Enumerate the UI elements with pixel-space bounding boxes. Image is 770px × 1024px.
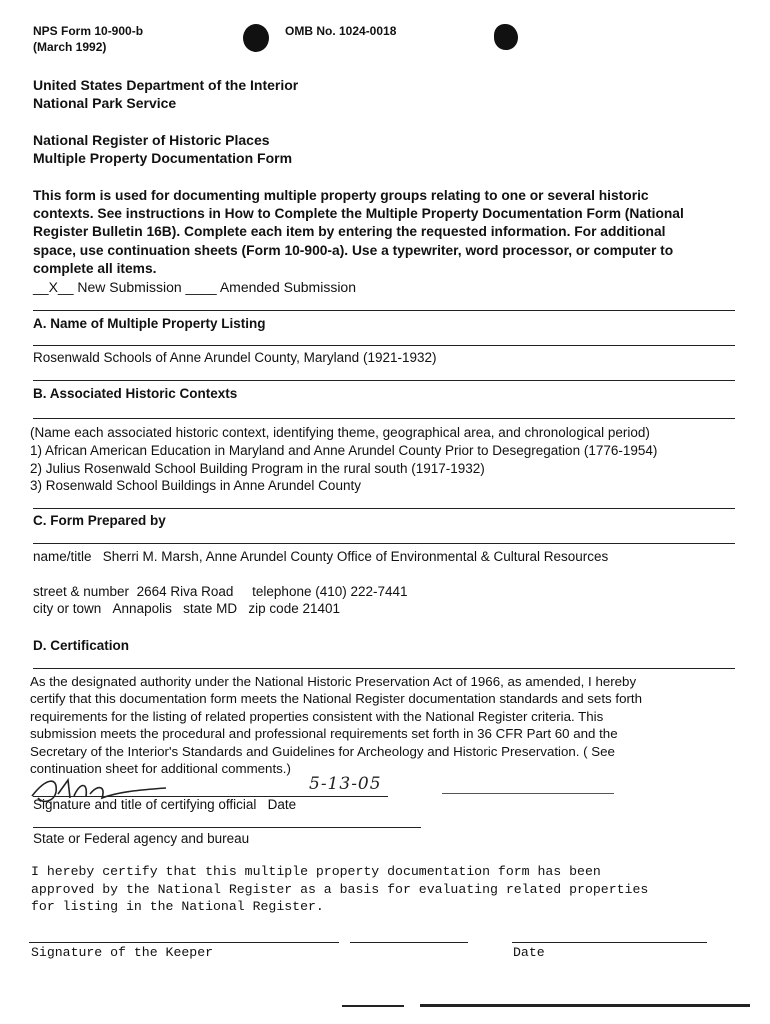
section-d-heading: D. Certification: [33, 638, 130, 653]
divider: [33, 310, 735, 311]
keeper-date-line: [512, 942, 707, 943]
name-title-field: [33, 549, 608, 564]
keeper-certification-text: [31, 863, 648, 916]
signature-caption: [33, 797, 296, 812]
property-listing-name[interactable]: Rosenwald Schools of Anne Arundel County, Maryland (1921-1932): [33, 350, 437, 365]
punch-hole-mark: [243, 24, 269, 52]
keeper-signature-label: Signature of the Keeper: [31, 945, 214, 960]
divider: [33, 380, 735, 381]
keeper-date-label: Date: [513, 945, 545, 960]
instruction-line: space, use continuation sheets (Form 10-900-a). Use a typewriter, word processor, or computer to: [33, 242, 674, 258]
divider: [33, 345, 735, 346]
city-value[interactable]: Annapolis: [112, 601, 172, 616]
form-title-line1: National Register of Historic Places: [33, 132, 270, 148]
certification-line: As the designated authority under the National Historic Preservation Act of 1966, as amended, I hereby: [30, 674, 637, 689]
certification-line: requirements for the listing of related properties consistent with the National Register criteria. This: [30, 708, 604, 724]
blank-line: [350, 942, 468, 943]
keeper-signature-line: [29, 942, 339, 943]
form-number: NPS Form 10-900-b: [33, 24, 144, 38]
divider: [33, 508, 735, 509]
context-item[interactable]: 3) Rosenwald School Buildings in Anne Arundel County: [30, 478, 361, 494]
new-submission-label: New Submission: [77, 279, 182, 295]
certification-text: [30, 673, 642, 777]
zip-label: zip code: [248, 601, 299, 616]
telephone-value[interactable]: (410) 222-7441: [315, 584, 408, 599]
instruction-line: This form is used for documenting multiple property groups relating to one or several historic: [33, 188, 649, 203]
department-name: United States Department of the Interior: [33, 77, 299, 93]
agency-line: [33, 827, 421, 828]
keeper-line: for listing in the National Register.: [31, 899, 324, 914]
certification-line: submission meets the procedural and professional requirements set forth in 36 CFR Part 60 and the: [30, 726, 618, 742]
scan-mark: [420, 1004, 750, 1007]
form-title-line2: Multiple Property Documentation Form: [33, 150, 293, 166]
instruction-line: complete all items.: [33, 260, 157, 276]
zip-value[interactable]: 21401: [302, 601, 341, 616]
instructions: [33, 187, 684, 278]
state-label: state: [183, 601, 213, 616]
agency-label: State or Federal agency and bureau: [33, 831, 250, 846]
form-date: (March 1992): [33, 40, 107, 54]
historic-contexts: [30, 424, 657, 495]
context-item[interactable]: 2) Julius Rosenwald School Building Program in the rural south (1917-1932): [30, 460, 485, 476]
scan-mark: [342, 1005, 404, 1007]
blank-line: [442, 793, 614, 794]
contexts-instruction: (Name each associated historic context, identifying theme, geographical area, and chronological period): [30, 425, 650, 440]
divider: [33, 543, 735, 544]
signature-label: Signature and title of certifying official: [33, 797, 257, 812]
certification-line: continuation sheet for additional comments.): [30, 761, 291, 777]
handwritten-date: 5-13-05: [309, 774, 382, 794]
keeper-line: approved by the National Register as a basis for evaluating related properties: [31, 881, 649, 897]
street-value[interactable]: 2664 Riva Road: [136, 584, 234, 599]
section-a-heading: A. Name of Multiple Property Listing: [33, 316, 266, 331]
certification-line: certify that this documentation form meets the National Register documentation standards and sets forth: [30, 691, 642, 707]
name-title-label: name/title: [33, 549, 92, 564]
divider: [33, 418, 735, 419]
city-field: [33, 601, 340, 616]
context-item[interactable]: 1) African American Education in Maryland and Anne Arundel County Prior to Desegregation (1776-1954): [30, 442, 658, 458]
submission-type: [33, 279, 356, 295]
service-name: National Park Service: [33, 95, 177, 111]
instruction-line: contexts. See instructions in How to Complete the Multiple Property Documentation Form (National: [33, 206, 684, 222]
certification-line: Secretary of the Interior's Standards and Guidelines for Archeology and Historic Preservation. ( See: [30, 743, 615, 759]
telephone-label: telephone: [252, 584, 312, 599]
instruction-line: Register Bulletin 16B). Complete each item by entering the requested information. For additional: [33, 224, 666, 240]
street-field: [33, 584, 408, 599]
new-submission-checkbox[interactable]: __X__: [33, 279, 74, 295]
date-label: Date: [267, 797, 297, 812]
omb-number: OMB No. 1024-0018: [285, 24, 397, 38]
name-title-value[interactable]: Sherri M. Marsh, Anne Arundel County Office of Environmental & Cultural Resources: [102, 549, 609, 564]
street-label: street & number: [33, 584, 130, 599]
section-c-heading: C. Form Prepared by: [33, 513, 166, 528]
amended-submission-checkbox[interactable]: ____: [185, 279, 217, 295]
keeper-line: I hereby certify that this multiple property documentation form has been: [31, 864, 601, 879]
city-label: city or town: [33, 601, 102, 616]
punch-hole-mark: [494, 24, 518, 50]
section-b-heading: B. Associated Historic Contexts: [33, 386, 238, 401]
amended-submission-label: Amended Submission: [219, 279, 356, 295]
divider: [33, 668, 735, 669]
state-value[interactable]: MD: [216, 601, 238, 616]
